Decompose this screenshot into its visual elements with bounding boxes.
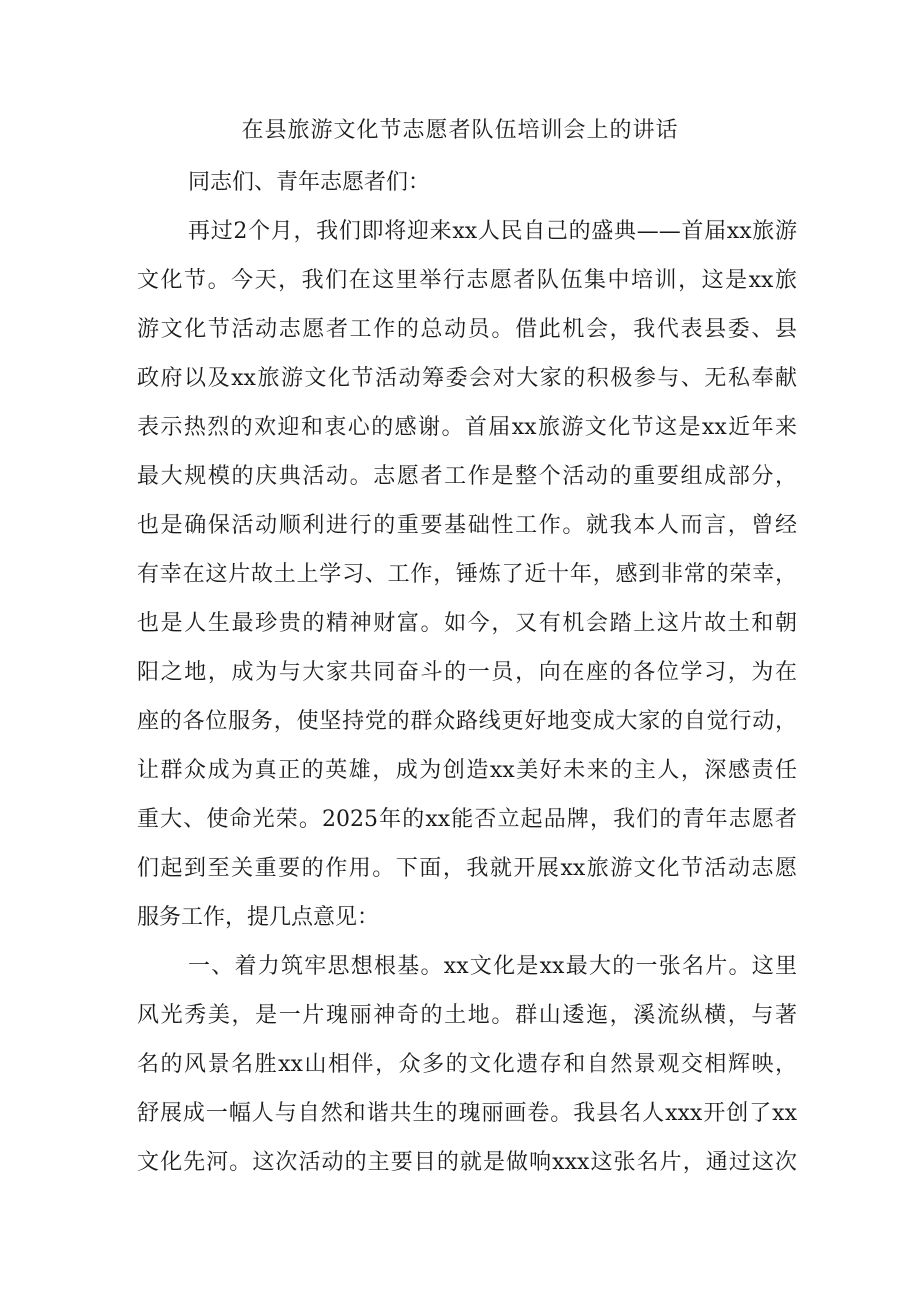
paragraph-line: 们起到至关重要的作用。下面，我就开展xx旅游文化节活动志愿 bbox=[137, 856, 797, 881]
salutation: 同志们、青年志愿者们： bbox=[188, 170, 431, 195]
paragraph-line: 政府以及xx旅游文化节活动筹委会对大家的积极参与、无私奉献 bbox=[137, 366, 797, 391]
paragraph-line: 文化节。今天，我们在这里举行志愿者队伍集中培训，这是xx旅 bbox=[137, 268, 797, 293]
paragraph-line: 有幸在这片故土上学习、工作，锤炼了近十年，感到非常的荣幸， bbox=[137, 562, 797, 587]
paragraph-line: 一、着力筑牢思想根基。xx文化是xx最大的一张名片。这里 bbox=[188, 954, 797, 979]
paragraph-line: 再过2个月，我们即将迎来xx人民自己的盛典——首届xx旅游 bbox=[188, 219, 797, 244]
paragraph-line: 最大规模的庆典活动。志愿者工作是整个活动的重要组成部分， bbox=[137, 464, 797, 489]
paragraph-line: 文化先河。这次活动的主要目的就是做响xxx这张名片，通过这次 bbox=[137, 1150, 797, 1175]
paragraph-line: 表示热烈的欢迎和衷心的感谢。首届xx旅游文化节这是xx近年来 bbox=[137, 415, 797, 440]
paragraph-line: 服务工作，提几点意见： bbox=[137, 905, 380, 930]
paragraph-line: 让群众成为真正的英雄，成为创造xx美好未来的主人，深感责任 bbox=[137, 758, 797, 783]
paragraph-line: 游文化节活动志愿者工作的总动员。借此机会，我代表县委、县 bbox=[137, 317, 797, 342]
paragraph-line: 阳之地，成为与大家共同奋斗的一员，向在座的各位学习，为在 bbox=[137, 660, 797, 685]
paragraph-line: 也是确保活动顺利进行的重要基础性工作。就我本人而言，曾经 bbox=[137, 513, 797, 538]
paragraph-line: 重大、使命光荣。2025年的xx能否立起品牌，我们的青年志愿者 bbox=[137, 807, 797, 832]
paragraph-line: 舒展成一幅人与自然和谐共生的瑰丽画卷。我县名人xxx开创了xx bbox=[137, 1101, 797, 1126]
paragraph-line: 风光秀美，是一片瑰丽神奇的土地。群山逶迤，溪流纵横，与著 bbox=[137, 1003, 797, 1028]
paragraph-line: 也是人生最珍贵的精神财富。如今，又有机会踏上这片故土和朝 bbox=[137, 611, 797, 636]
paragraph-line: 名的风景名胜xx山相伴，众多的文化遗存和自然景观交相辉映， bbox=[137, 1052, 797, 1077]
paragraph-line: 座的各位服务，使坚持党的群众路线更好地变成大家的自觉行动， bbox=[137, 709, 797, 734]
document-title: 在县旅游文化节志愿者队伍培训会上的讲话 bbox=[241, 118, 679, 143]
